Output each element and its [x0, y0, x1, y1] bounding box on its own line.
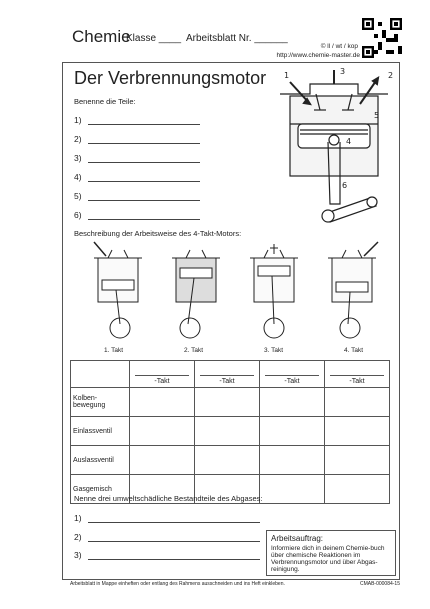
- page-title: Der Verbrennungsmotor: [74, 68, 267, 88]
- part-number: 6): [74, 210, 82, 220]
- arbeitsblatt-field: Arbeitsblatt Nr. ______: [186, 33, 288, 44]
- nenne-instruction: Nenne drei umweltschädliche Bestandteile des Abgases:: [74, 494, 263, 503]
- table-header[interactable]: -Takt: [325, 361, 390, 388]
- footer: [70, 581, 400, 587]
- subject-title: Chemie: [72, 27, 131, 46]
- engine-diagram: [270, 64, 398, 224]
- part-number: 1): [74, 115, 82, 125]
- table-cell[interactable]: [325, 446, 390, 475]
- table-corner: [71, 361, 130, 388]
- website-url: http://www.chemie-master.de: [276, 52, 360, 59]
- abgas-number: 1): [74, 513, 82, 523]
- table-cell[interactable]: [260, 446, 325, 475]
- table-cell[interactable]: [260, 475, 325, 504]
- takt-label: 2. Takt: [184, 347, 204, 354]
- part-number: 4): [74, 172, 82, 182]
- answer-line[interactable]: [88, 522, 260, 523]
- table-cell[interactable]: [195, 417, 260, 446]
- engine-label: 3: [340, 67, 346, 76]
- row-label: Kolben- bewegung: [71, 388, 130, 417]
- auftrag-text: Informiere dich in deinem Chemie-buch über chemische Reaktionen im Verbrennungsmotor und über Abgas-reinigung.: [271, 545, 385, 573]
- table-header[interactable]: -Takt: [195, 361, 260, 388]
- engine-label: 5: [374, 111, 380, 120]
- takt-label: 1. Takt: [104, 347, 124, 354]
- table-cell[interactable]: [260, 388, 325, 417]
- stroke-diagram-compression: [172, 250, 220, 338]
- table-cell[interactable]: [260, 417, 325, 446]
- footer-text: Arbeitsblatt in Mappe einheften oder entlang des Rahmens ausschneiden und ins Heft einkleben.: [70, 581, 285, 587]
- table-header[interactable]: -Takt: [130, 361, 195, 388]
- table-cell[interactable]: [130, 446, 195, 475]
- answer-line[interactable]: [88, 219, 200, 220]
- answer-line[interactable]: [88, 541, 260, 542]
- row-label: Auslassventil: [71, 446, 130, 475]
- table-cell[interactable]: [195, 446, 260, 475]
- part-number: 3): [74, 153, 82, 163]
- table-row: [71, 388, 390, 417]
- beschreibung-heading: Beschreibung der Arbeitsweise des 4-Takt-Motors:: [74, 229, 242, 238]
- answer-line[interactable]: [88, 143, 200, 144]
- copyright: © ll / wt / kop: [320, 43, 358, 50]
- answer-line[interactable]: [88, 124, 200, 125]
- klasse-field: Klasse ____: [126, 33, 182, 44]
- stroke-diagram-intake: [94, 242, 142, 338]
- takt-label: 4. Takt: [344, 347, 364, 354]
- table-row: [71, 417, 390, 446]
- stroke-diagram-power: [250, 244, 298, 338]
- four-stroke-diagrams: [90, 240, 390, 342]
- takt-table: [70, 360, 390, 504]
- takt-label: 3. Takt: [264, 347, 284, 354]
- answer-line[interactable]: [88, 162, 200, 163]
- answer-line[interactable]: [88, 200, 200, 201]
- auftrag-title: Arbeitsauftrag:: [271, 534, 324, 543]
- table-header[interactable]: -Takt: [260, 361, 325, 388]
- benenne-instruction: Benenne die Teile:: [74, 97, 136, 106]
- engine-label: 4: [346, 137, 352, 146]
- abgas-number: 2): [74, 532, 82, 542]
- table-cell[interactable]: [325, 417, 390, 446]
- part-number: 5): [74, 191, 82, 201]
- table-cell[interactable]: [325, 475, 390, 504]
- table-cell[interactable]: [325, 388, 390, 417]
- table-cell[interactable]: [130, 417, 195, 446]
- answer-line[interactable]: [88, 181, 200, 182]
- stroke-diagram-exhaust: [328, 242, 378, 338]
- engine-label: 2: [388, 71, 394, 80]
- abgas-number: 3): [74, 550, 82, 560]
- table-cell[interactable]: [195, 388, 260, 417]
- answer-line[interactable]: [88, 559, 260, 560]
- table-row: [71, 446, 390, 475]
- row-label: Einlassventil: [71, 417, 130, 446]
- engine-label: 6: [342, 181, 348, 190]
- part-number: 2): [74, 134, 82, 144]
- row-label: Gasgemisch: [71, 475, 130, 504]
- engine-label: 1: [284, 71, 290, 80]
- qr-code-icon: [362, 18, 402, 58]
- footer-code: CMAB-000084-15: [359, 581, 400, 587]
- table-cell[interactable]: [130, 388, 195, 417]
- arbeitsauftrag-box: [266, 530, 396, 576]
